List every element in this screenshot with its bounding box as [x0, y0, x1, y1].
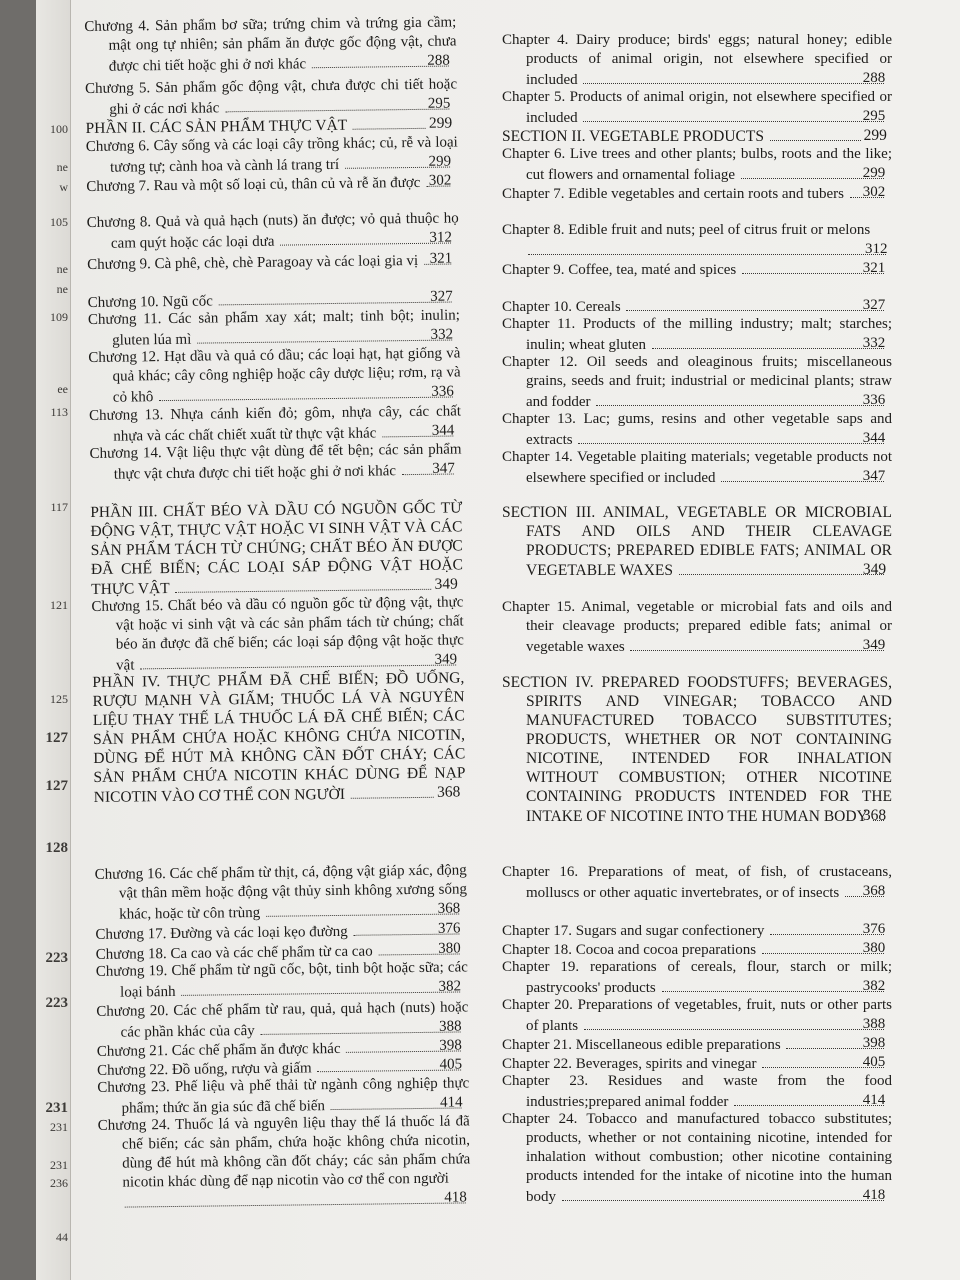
toc-entry-title: Chương 22. Đồ uống, rượu và giấm: [96, 1060, 312, 1079]
toc-entry-text: Chapter 9. Coffee, tea, maté and spices 321: [502, 260, 886, 278]
toc-entry-vi-ch12: [88, 344, 461, 408]
toc-entry-title: Chapter 7. Edible vegetables and certain roots and tubers: [502, 186, 844, 202]
toc-section-text: [502, 126, 892, 146]
margin-fragment: ne: [56, 160, 68, 174]
toc-entry-en-ch12: [502, 353, 892, 412]
toc-entry-en-ch23: [502, 1072, 892, 1112]
dot-leader: [260, 1030, 460, 1034]
margin-page-number: 100: [50, 122, 68, 136]
toc-entry-vi-ch4: [84, 13, 457, 77]
toc-entry-text: [88, 344, 461, 408]
toc-entry-text: Chapter 5. Products of animal origin, not elsewhere specified or included 295: [502, 89, 892, 126]
toc-entry-text: [96, 958, 468, 1003]
toc-entry-title: Chapter 22. Beverages, spirits and vinegar: [502, 1056, 757, 1072]
toc-entry-title: Chapter 13. Lac; gums, resins and other vegetable saps and extracts: [502, 411, 892, 448]
dot-leader: [225, 108, 449, 113]
toc-entry-en-ch19: [502, 958, 892, 998]
margin-page-number: 223: [45, 995, 68, 1011]
toc-section-en-sec4: [502, 673, 892, 826]
toc-entry-title: Chương 19. Chế phẩm từ ngũ cốc, bột, tinh bột hoặc sữa; các loại bánh: [95, 959, 468, 1001]
dot-leader: [175, 588, 431, 593]
toc-entry-title: Chapter 15. Animal, vegetable or microbial fats and oils and their cleavage products; prepared edible fats; animal or vegetable waxes: [502, 599, 892, 655]
toc-entry-text: Chapter 12. Oil seeds and oleaginous fruits; miscellaneous grains, seeds and fruit; industrial or medicinal plants; straw and fodder 336: [502, 354, 892, 410]
dot-leader: [219, 301, 452, 306]
margin-page-number: 231: [45, 1100, 68, 1116]
dot-leader: [197, 339, 452, 344]
toc-entry-title: Chương 18. Ca cao và các chế phẩm từ ca cao: [95, 943, 373, 963]
toc-section-en-sec2: [502, 126, 892, 146]
margin-fragment: ne: [56, 282, 68, 296]
toc-entry-text: Chapter 6. Live trees and other plants; bulbs, roots and the like; cut flowers and ornamental foliage 299: [502, 146, 892, 183]
toc-entry-title: Chapter 11. Products of the milling industry; malt; starches; inulin; wheat gluten: [502, 316, 892, 353]
toc-entry-title: Chương 13. Nhựa cánh kiến đỏ; gôm, nhựa cây, các chất nhựa và các chất chiết xuất từ thực vật khác: [88, 403, 462, 445]
dot-leader: [734, 1104, 884, 1106]
dot-leader: [280, 242, 450, 246]
toc-entry-en-ch24: [502, 1110, 892, 1207]
margin-page-number: 125: [50, 692, 68, 706]
toc-entry-title: SECTION III. ANIMAL, VEGETABLE OR MICROBIAL FATS AND OILS AND THEIR CLEAVAGE PRODUCTS; PREPARED EDIBLE FATS; ANIMAL OR VEGETABLE WAXES: [502, 504, 892, 579]
dot-leader: [578, 442, 883, 444]
toc-entry-text: Chapter 22. Beverages, spirits and vinegar 405: [502, 1054, 886, 1072]
toc-page-number: 299: [863, 127, 887, 144]
toc-entry-text: Chapter 16. Preparations of meat, of fish, of crustaceans, molluscs or other aquatic invertebrates, or of insects 368: [502, 864, 892, 901]
toc-entry-title: Chương 16. Các chế phẩm từ thịt, cá, động vật giáp xác, động vật thân mềm hoặc động vật thủy sinh không xương sống khác, hoặc từ côn trùng: [94, 862, 467, 923]
toc-section-text: SECTION IV. PREPARED FOODSTUFFS; BEVERAGES, SPIRITS AND VINEGAR; TOBACCO AND MANUFACTURED TOBACCO SUBSTITUTES; PRODUCTS, WHETHER OR NOT CONTAINING NICOTINE, INTENDED FOR INHALATION WITHOUT COMBUSTION; OTHER NICOTINE CONTAINING PRODUCTS INTENDED FOR THE INTAKE OF NICOTINE INTO THE HUMAN BODY 368: [502, 674, 892, 825]
margin-page-number: 127: [45, 730, 68, 746]
toc-entry-en-ch18: [502, 939, 892, 960]
toc-entry-text: Chapter 11. Products of the milling industry; malt; starches; inulin; wheat gluten 332: [502, 316, 892, 353]
toc-entry-text: Chapter 14. Vegetable plaiting materials; vegetable products not elsewhere specified or included 347: [502, 449, 892, 486]
toc-entry-en-ch11: [502, 315, 892, 355]
margin-page-number: 231: [50, 1158, 68, 1172]
toc-entry-title: Chapter 10. Cereals: [502, 299, 621, 315]
toc-entry-title: Chapter 24. Tobacco and manufactured tobacco substitutes; products, whether or not containing nicotine, intended for inhalation without combustion; other nicotine containing products intended for the intake of nicotine into the human body: [502, 1111, 892, 1205]
toc-entry-title: Chương 10. Ngũ cốc: [87, 293, 214, 311]
toc-entry-title: Chương 9. Cà phê, chè, chè Paragoay và các loại gia vị: [87, 252, 419, 273]
dot-leader: [266, 912, 459, 916]
toc-entry-title: Chương 11. Các sản phẩm xay xát; malt; tinh bột; inulin; gluten lúa mì: [87, 307, 460, 349]
toc-entry-title: Chapter 23. Residues and waste from the food industries;prepared animal fodder: [502, 1073, 892, 1110]
margin-fragment: ne: [56, 262, 68, 276]
toc-entry-title: Chapter 5. Products of animal origin, not elsewhere specified or included: [502, 89, 892, 126]
toc-entry-title: Chương 21. Các chế phẩm ăn được khác: [96, 1040, 341, 1060]
toc-entry-text: [95, 861, 468, 925]
toc-entry-text: [87, 209, 459, 254]
toc-entry-title: Chương 24. Thuốc lá và nguyên liệu thay thế lá thuốc lá đã chế biến; các sản phẩm, chứa hoặc không chứa nicotin, dùng để hút mà không cần đốt cháy; các sản phẩm chứa nicotin khác dùng để nạp nicotin vào cơ thể con người: [97, 1113, 471, 1191]
toc-entry-en-ch20: [502, 996, 892, 1036]
toc-entry-text: Chapter 18. Cocoa and cocoa preparations 380: [502, 940, 886, 958]
toc-entry-title: Chương 8. Quả và quả hạch (nuts) ăn được; vỏ quả thuộc họ cam quýt hoặc các loại dưa: [86, 210, 459, 252]
toc-entry-en-ch14: [502, 448, 892, 488]
dot-leader: [630, 649, 883, 651]
previous-page-edge: [36, 0, 71, 1280]
toc-entry-title: Chapter 9. Coffee, tea, maté and spices: [502, 262, 737, 278]
toc-entry-title: PHẦN III. CHẤT BÉO VÀ DẦU CÓ NGUỒN GỐC TỪ ĐỘNG VẬT, THỰC VẬT HOẶC VI SINH VẬT VÀ CÁC SẢN PHẨM TÁCH TỪ CHÚNG; CHẤT BÉO ĂN ĐƯỢC ĐÃ CHẾ BIẾN; CÁC LOẠI SÁP ĐỘNG VẬT HOẶC THỰC VẬT: [90, 499, 464, 598]
margin-page-number: 105: [50, 215, 68, 229]
toc-page-number: 368: [436, 783, 461, 801]
dot-leader: [662, 990, 884, 992]
toc-page-number: 349: [434, 575, 458, 593]
toc-entry-text: [89, 440, 461, 485]
dot-leader: [770, 139, 861, 141]
margin-page-number: 223: [45, 950, 68, 966]
margin-page-number: 44: [56, 1230, 68, 1244]
toc-entry-title: Chapter 6. Live trees and other plants; bulbs, roots and the like; cut flowers and ornamental foliage: [502, 146, 892, 183]
toc-section-text: SECTION III. ANIMAL, VEGETABLE OR MICROBIAL FATS AND OILS AND THEIR CLEAVAGE PRODUCTS; PREPARED EDIBLE FATS; ANIMAL OR VEGETABLE WAXES 349: [502, 504, 892, 579]
dot-leader: [181, 990, 459, 995]
toc-entry-text: Chapter 8. Edible fruit and nuts; peel of citrus fruit or melons 312: [502, 222, 888, 257]
toc-entry-vi-ch8: [87, 209, 459, 254]
margin-page-number: 231: [50, 1120, 68, 1134]
toc-entry-en-ch7: [502, 183, 892, 204]
toc-entry-title: Chapter 8. Edible fruit and nuts; peel of citrus fruit or melons: [502, 222, 871, 238]
dot-leader: [652, 347, 884, 349]
toc-entry-text: Chapter 13. Lac; gums, resins and other vegetable saps and extracts 344: [502, 411, 892, 448]
toc-entry-en-ch9: [502, 259, 892, 280]
toc-entry-vi-ch7: [86, 171, 458, 197]
toc-entry-title: PHẦN II. CÁC SẢN PHẨM THỰC VẬT: [85, 116, 348, 137]
toc-entry-title: Chương 20. Các chế phẩm từ rau, quả, quả hạch (nuts) hoặc các phần khác của cây: [96, 999, 469, 1041]
toc-entry-text: Chapter 7. Edible vegetables and certain roots and tubers 302: [502, 184, 886, 202]
dot-leader: [125, 1201, 466, 1207]
toc-entry-vi-ch24: [98, 1112, 471, 1212]
toc-entry-vi-ch14: [89, 440, 461, 485]
toc-section-text: [90, 498, 463, 599]
toc-entry-en-ch4: [502, 31, 892, 90]
toc-entry-title: Chương 17. Đường và các loại kẹo đường: [95, 923, 348, 943]
toc-entry-text: Chapter 21. Miscellaneous edible preparations 398: [502, 1035, 886, 1053]
toc-entry-en-ch5: [502, 88, 892, 128]
margin-page-number: 117: [50, 500, 68, 514]
toc-entry-en-ch8: [502, 221, 892, 259]
toc-entry-title: Chương 23. Phế liệu và phế thải từ ngành công nghiệp thực phẩm; thức ăn gia súc đã chế biến: [97, 1075, 470, 1117]
dot-leader: [721, 480, 884, 482]
dot-leader: [583, 82, 883, 84]
toc-entry-text: Chapter 23. Residues and waste from the food industries;prepared animal fodder 414: [502, 1073, 892, 1110]
margin-fragment: w: [59, 180, 68, 194]
dot-leader: [583, 120, 883, 122]
toc-entry-en-ch13: [502, 410, 892, 450]
margin-page-number: 109: [50, 310, 68, 324]
dot-leader: [626, 309, 883, 311]
toc-entry-en-ch17: [502, 920, 892, 941]
toc-section-vi-sec3: [90, 498, 463, 599]
toc-entry-vi-ch9: [87, 249, 459, 275]
toc-entry-title: Chapter 16. Preparations of meat, of fish, of crustaceans, molluscs or other aquatic invertebrates, or of insects: [502, 864, 892, 901]
toc-entry-text: Chapter 15. Animal, vegetable or microbial fats and oils and their cleavage products; prepared edible fats; animal or vegetable waxes 349: [502, 599, 892, 655]
toc-entry-title: Chapter 17. Sugars and sugar confectionery: [502, 923, 765, 939]
margin-page-number: 127: [45, 778, 68, 794]
toc-entry-title: Chương 4. Sản phẩm bơ sữa; trứng chim và trứng gia cầm; mật ong tự nhiên; sản phẩm ăn được gốc động vật, chưa được chi tiết hoặc ghi ở nơi khác: [84, 14, 457, 75]
toc-entry-title: Chapter 12. Oil seeds and oleaginous fruits; miscellaneous grains, seeds and fruit; industrial or medicinal plants; straw and fodder: [502, 354, 892, 410]
toc-entry-title: PHẦN IV. THỰC PHẨM ĐÃ CHẾ BIẾN; ĐỒ UỐNG, RƯỢU MẠNH VÀ GIẤM; THUỐC LÁ VÀ NGUYÊN LIỆU THAY THẾ LÁ THUỐC LÁ ĐÃ CHẾ BIẾN; CÁC SẢN PHẨM CHỨA HOẶC KHÔNG CHỨA NICOTIN, DÙNG ĐỂ HÚT MÀ KHÔNG CẦN ĐỐT CHÁY; CÁC SẢN PHẨM CHỨA NICOTIN KHÁC DÙNG ĐỂ NẠP NICOTIN VÀO CƠ THỂ CON NGƯỜI: [92, 669, 466, 806]
toc-entry-en-ch16: [502, 863, 892, 903]
toc-entry-title: Chương 12. Hạt dầu và quả có dầu; các loại hạt, hạt giống và quả khác; cây công nghiệp hoặc cây dược liệu; rơm, rạ và cỏ khô: [88, 345, 461, 406]
margin-fragment: ee: [57, 382, 68, 396]
toc-entry-text: Chapter 20. Preparations of vegetables, fruit, nuts or other parts of plants 388: [502, 997, 892, 1034]
toc-entry-title: Chapter 21. Miscellaneous edible preparations: [502, 1037, 781, 1053]
toc-entry-text: [91, 593, 464, 676]
toc-entry-text: [84, 13, 457, 77]
toc-entry-text: [86, 171, 458, 197]
toc-entry-title: Chapter 20. Preparations of vegetables, fruit, nuts or other parts of plants: [502, 997, 892, 1034]
dot-leader: [584, 1028, 884, 1030]
toc-entry-title: Chapter 14. Vegetable plaiting materials; vegetable products not elsewhere specified or included: [502, 449, 892, 486]
toc-entry-en-ch6: [502, 145, 892, 185]
toc-entry-vi-ch15: [91, 593, 464, 676]
toc-entry-title: Chapter 18. Cocoa and cocoa preparations: [502, 942, 757, 958]
toc-entry-title: Chương 7. Rau và một số loại củ, thân củ và rễ ăn được: [86, 174, 421, 195]
toc-entry-en-ch10: [502, 296, 892, 317]
book-page: [36, 0, 960, 1280]
toc-section-en-sec3: [502, 503, 892, 580]
toc-entry-text: Chapter 24. Tobacco and manufactured tobacco substitutes; products, whether or not containing nicotine, intended for inhalation without combustion; other nicotine containing products intended for the intake of nicotine into the human body 418: [502, 1111, 892, 1205]
toc-entry-vi-ch16: [95, 861, 468, 925]
toc-entry-title: SECTION IV. PREPARED FOODSTUFFS; BEVERAGES, SPIRITS AND VINEGAR; TOBACCO AND MANUFACTURED TOBACCO SUBSTITUTES; PRODUCTS, WHETHER OR NOT CONTAINING NICOTINE, INTENDED FOR INHALATION WITHOUT COMBUSTION; OTHER NICOTINE CONTAINING PRODUCTS INTENDED FOR THE INTAKE OF NICOTINE INTO THE HUMAN BODY: [502, 674, 892, 825]
toc-entry-vi-ch19: [96, 958, 468, 1003]
margin-page-number: 121: [50, 598, 68, 612]
dot-leader: [528, 253, 886, 255]
toc-entry-text: Chapter 10. Cereals 327: [502, 297, 886, 315]
toc-section-text: [92, 668, 466, 807]
toc-entry-text: Chapter 17. Sugars and sugar confectionery 376: [502, 921, 886, 939]
toc-entry-title: Chương 14. Vật liệu thực vật dùng để tết bện; các sản phẩm thực vật chưa được chi tiết hoặc ghi ở nơi khác: [89, 441, 462, 483]
dot-leader: [159, 396, 452, 402]
dot-leader: [562, 1199, 884, 1201]
toc-entry-text: [98, 1112, 471, 1212]
toc-entry-en-ch15: [502, 598, 892, 657]
toc-entry-en-ch21: [502, 1034, 892, 1055]
dot-leader: [351, 796, 434, 799]
toc-entry-text: Chapter 4. Dairy produce; birds' eggs; natural honey; edible products of animal origin, not elsewhere specified or included 288: [502, 32, 892, 88]
toc-entry-title: SECTION II. VEGETABLE PRODUCTS: [502, 128, 764, 145]
margin-page-number: 236: [50, 1176, 68, 1190]
toc-entry-title: Chương 5. Sản phẩm gốc động vật, chưa được chi tiết hoặc ghi ở các nơi khác: [84, 76, 458, 118]
dot-leader: [679, 573, 884, 575]
margin-page-number: 113: [50, 405, 68, 419]
margin-page-number: 128: [45, 840, 68, 856]
toc-entry-text: Chapter 19. reparations of cereals, flour, starch or milk; pastrycooks' products 382: [502, 959, 892, 996]
toc-entry-text: [87, 249, 459, 275]
toc-entry-title: Chương 6. Cây sống và các loại cây trồng khác; củ, rễ và loại tương tự; cành hoa và cành lá trang trí: [85, 134, 458, 176]
dot-leader: [353, 127, 426, 130]
toc-entry-title: Chapter 4. Dairy produce; birds' eggs; natural honey; edible products of animal origin, not elsewhere specified or included: [502, 32, 892, 88]
toc-entry-title: Chapter 19. reparations of cereals, flour, starch or milk; pastrycooks' products: [502, 959, 892, 996]
dot-leader: [596, 404, 883, 406]
toc-entry-en-ch22: [502, 1053, 892, 1074]
toc-page-number: 299: [428, 114, 453, 132]
toc-entry-title: Chương 15. Chất béo và dầu có nguồn gốc từ động vật, thực vật hoặc vi sinh vật và các sản phẩm tách từ chúng; chất béo ăn được đã chế biến; các loại sáp động vật hoặc thực vật: [91, 594, 464, 674]
toc-section-vi-sec4: [92, 668, 466, 807]
